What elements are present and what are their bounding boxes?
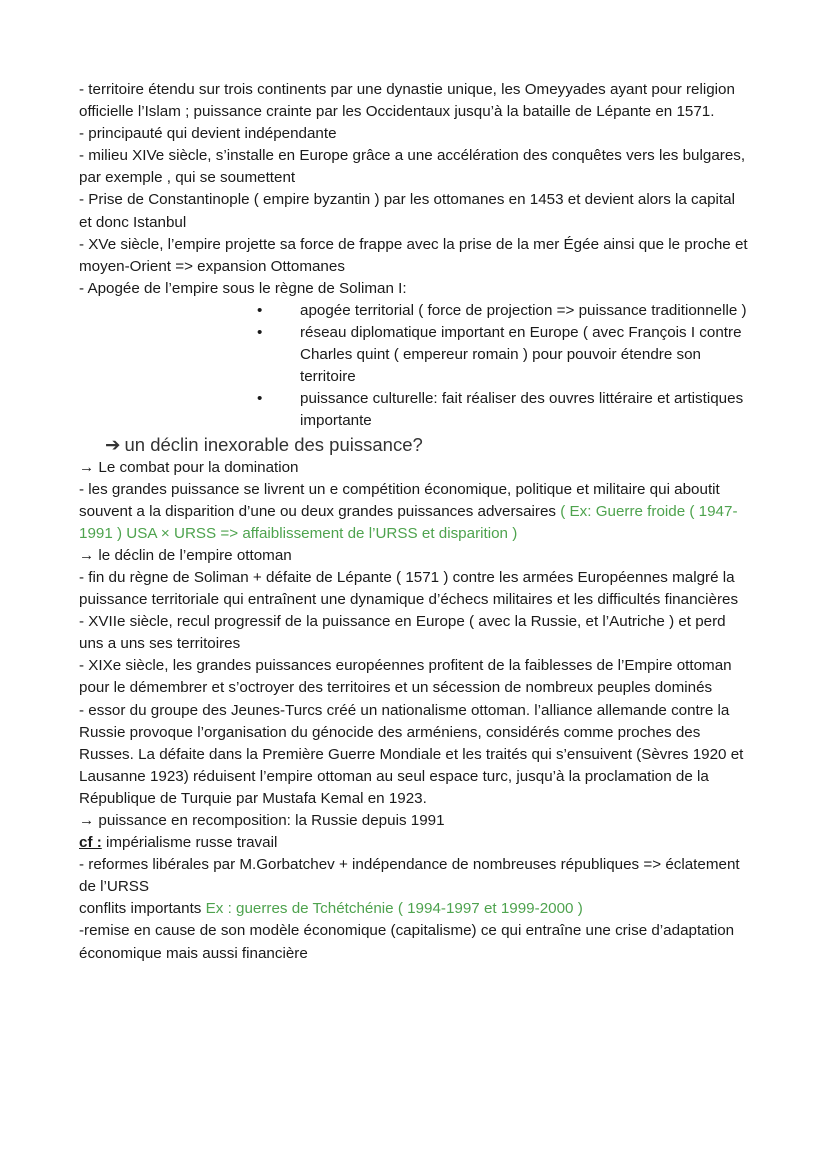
list-item [257,388,748,432]
example-tchetchenie: Ex : guerres de Tchétchénie ( 1994-1997 et 1999-2000 ) [205,900,583,918]
bullet-text: réseau diplomatique important en Europe ( avec François I contre Charles quint ( empereur romain ) pour pouvoir étendre son territoire [300,324,742,386]
apogee-bullet-list [79,300,748,433]
bullet-text: apogée territorial ( force de projection => puissance traditionnelle ) [300,301,747,319]
cf-label: cf : [79,834,102,852]
section-heading [79,433,748,457]
paragraph-conflits [79,898,748,920]
paragraph-constantinople: - Prise de Constantinople ( empire byzantin ) par les ottomanes en 1453 et devient alors la capital et donc Istanbul [79,191,735,231]
paragraph-apogee: - Apogée de l’empire sous le règne de Soliman I: [79,279,407,297]
paragraph-omeyyades: - territoire étendu sur trois continents par une dynastie unique, les Omeyyades ayant pour religion officielle l’Islam ; puissance crainte par les Occidentaux jusqu’à la bataille de Lépante en 1571. [79,81,735,121]
paragraph-competition-text: - les grandes puissance se livrent un e compétition économique, politique et militaire qui aboutit souvent a la disparition d’une ou deux grandes puissances adversaires [79,480,720,520]
paragraph-jeunes-turcs: - essor du groupe des Jeunes-Turcs créé un nationalisme ottoman. l’alliance allemande contre la Russie provoque l’organisation du génocide des arméniens, considérés comme proches des Russes. La défaite dans la Première Guerre Mondiale et les traités qui s’ensuivent (Sèvres 1920 et Lausanne 1923) réduisent l’empire ottoman au seul espace turc, jusqu’à la proclamation de la République de Turquie par Mustafa Kemal en 1923. [79,701,744,807]
bullet-icon: • [257,301,263,319]
paragraph-xve-siecle: - XVe siècle, l’empire projette sa force de frappe avec la prise de la mer Égée ainsi que le proche et moyen-Orient => expansion Ottomanes [79,235,748,275]
list-item [257,322,748,388]
list-item [257,300,748,322]
paragraph-soliman-lepante: - fin du règne de Soliman + défaite de Lépante ( 1571 ) contre les armées Européennes malgré la puissance territoriale qui entraînent une dynamique d’échecs militaires et les difficultés financières [79,568,739,609]
paragraph-xixe-siecle: - XIXe siècle, les grandes puissances européennes profitent de la faiblesses de l’Empire ottoman pour le démembrer et s’octroyer des territoires et un sécession de nombreux peuples dominés [79,657,732,697]
paragraph-xviie-siecle: - XVIIe siècle, recul progressif de la puissance en Europe ( avec la Russie, et l’Autriche ) et perd uns a uns ses territoires [79,613,726,653]
section-heading-text: un déclin inexorable des puissance? [124,433,423,455]
example-guerre-froide: ( Ex: Guerre froide ( 1947- 1991 ) USA × URSS => affaiblissement de l’URSS et disparition ) [79,502,738,542]
paragraph-competition [79,479,748,545]
bullet-icon: • [257,390,263,408]
subheading-combat: → Le combat pour la domination [79,458,299,476]
paragraph-principaute: - principauté qui devient indépendante [79,125,337,143]
paragraph-reformes: - reformes libérales par M.Gorbatchev + indépendance de nombreuses républiques => éclatement de l’URSS [79,856,740,896]
paragraph-xive-siecle: - milieu XIVe siècle, s’installe en Europe grâce a une accélération des conquêtes vers les bulgares, par exemple , qui se soumettent [79,147,746,187]
arrow-right-icon: ➔ [105,433,121,455]
subheading-russie: → puissance en recomposition: la Russie depuis 1991 [79,812,445,829]
bullet-icon: • [257,324,263,342]
conflits-text: conflits importants [79,900,206,918]
paragraph-cf [79,832,748,854]
subheading-ottoman: → le déclin de l’empire ottoman [79,546,292,564]
paragraph-modele-economique: -remise en cause de son modèle économique (capitalisme) ce qui entraîne une crise d’adaptation économique mais aussi financière [79,922,735,962]
bullet-text: puissance culturelle: fait réaliser des ouvres littéraire et artistiques importante [300,390,744,430]
cf-text: impérialisme russe travail [101,834,278,852]
